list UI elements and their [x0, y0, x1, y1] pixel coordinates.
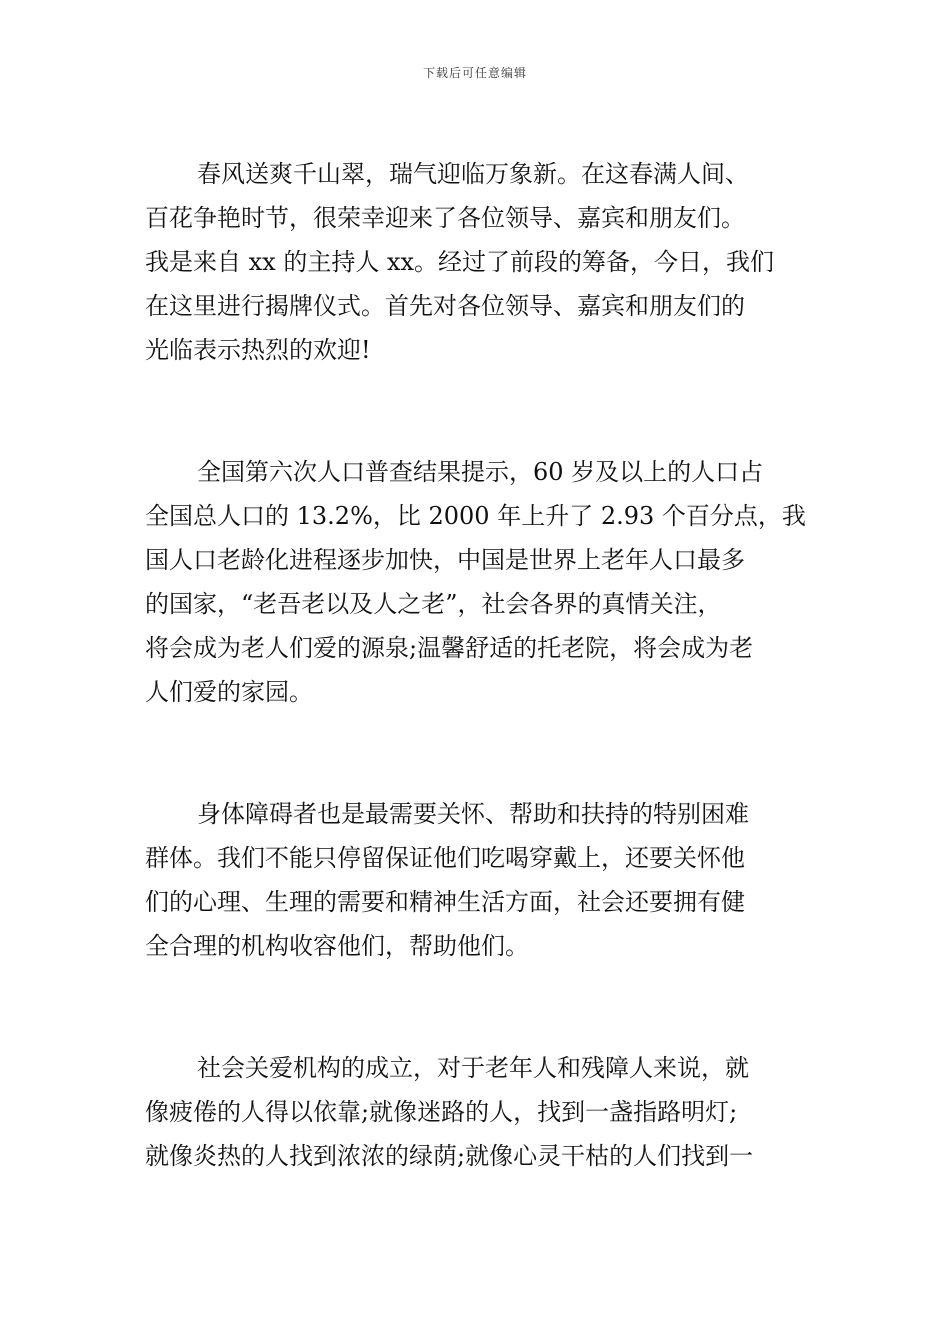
- paragraph-line: 国人口老龄化进程逐步加快，中国是世界上老年人口最多: [145, 546, 745, 574]
- paragraph-line: 人们爱的家园。: [145, 678, 313, 706]
- paragraph-3: [145, 792, 805, 968]
- paragraph-spacer: [145, 968, 805, 1046]
- paragraph-line: 像疲倦的人得以依靠;就像迷路的人，找到一盏指路明灯;: [145, 1098, 738, 1126]
- paragraph-line: 全国总人口的 13.2%，比 2000 年上升了 2.93 个百分点，我: [145, 502, 806, 530]
- paragraph-line: 我是来自 xx 的主持人 xx。经过了前段的筹备，今日，我们: [145, 248, 775, 276]
- paragraph-line: 群体。我们不能只停留保证他们吃喝穿戴上，还要关怀他: [145, 844, 745, 872]
- paragraph-line: 百花争艳时节，很荣幸迎来了各位领导、嘉宾和朋友们。: [145, 204, 745, 232]
- page-header: 下载后可任意编辑: [422, 66, 527, 80]
- paragraph-line: 全国第六次人口普查结果提示，60 岁及以上的人口占: [197, 458, 764, 486]
- paragraph-2: [145, 450, 805, 714]
- document-body: [145, 152, 805, 1178]
- paragraph-line: 在这里进行揭牌仪式。首先对各位领导、嘉宾和朋友们的: [145, 292, 745, 320]
- paragraph-line: 将会成为老人们爱的源泉;温馨舒适的托老院，将会成为老: [145, 634, 754, 662]
- paragraph-line: 们的心理、生理的需要和精神生活方面，社会还要拥有健: [145, 888, 745, 916]
- paragraph-spacer: [145, 714, 805, 792]
- paragraph-line: 身体障碍者也是最需要关怀、帮助和扶持的特别困难: [197, 800, 749, 828]
- paragraph-line: 全合理的机构收容他们，帮助他们。: [145, 932, 529, 960]
- paragraph-line: 社会关爱机构的成立，对于老年人和残障人来说，就: [197, 1054, 749, 1082]
- paragraph-line: 光临表示热烈的欢迎!: [145, 336, 371, 364]
- paragraph-line: 的国家，“老吾老以及人之老”，社会各界的真情关注，: [145, 590, 722, 618]
- paragraph-1: [145, 152, 805, 372]
- paragraph-line: 春风送爽千山翠，瑞气迎临万象新。在这春满人间、: [197, 160, 749, 188]
- paragraph-line: 就像炎热的人找到浓浓的绿荫;就像心灵干枯的人们找到一: [145, 1142, 754, 1170]
- paragraph-spacer: [145, 372, 805, 450]
- paragraph-4: [145, 1046, 805, 1178]
